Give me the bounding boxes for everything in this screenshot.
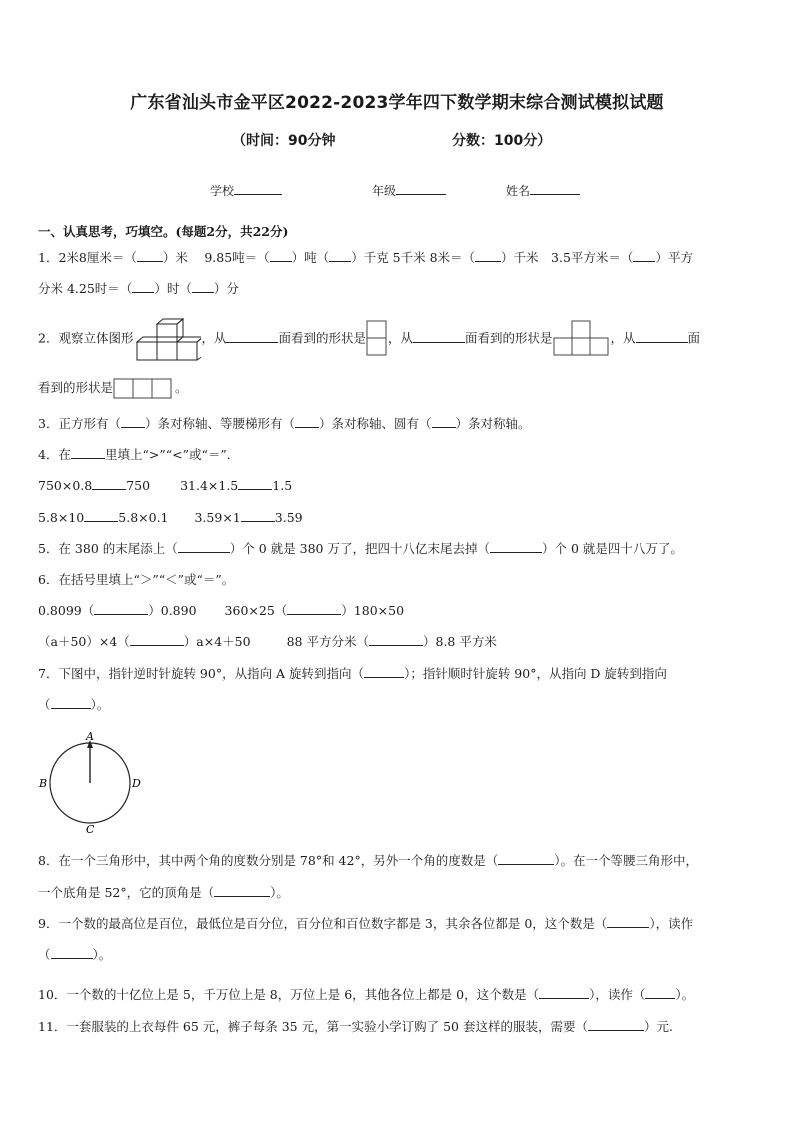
question-5 [38, 540, 683, 558]
question-1-cont [38, 280, 239, 298]
q4-blank-2[interactable] [238, 477, 272, 490]
q9-blank-1[interactable] [607, 915, 649, 928]
question-4-row-1 [38, 477, 292, 495]
q6-expr: ）8.8 平方米 [422, 634, 497, 649]
question-2-cont [38, 376, 188, 400]
clock-dial-figure [36, 728, 148, 836]
q6-blank-4[interactable] [369, 633, 423, 646]
q1-blank-6[interactable] [132, 280, 154, 293]
q2-blank-3[interactable] [636, 330, 688, 343]
question-1 [38, 249, 693, 267]
q4-text: 里填上“>”“<”或“＝”. [104, 447, 231, 462]
q8-text: ）。 [270, 885, 289, 900]
q3-text: ）条对称轴、等腰梯形有（ [144, 416, 295, 431]
q1-text: ）分 [213, 281, 239, 296]
question-6-row-1 [38, 602, 404, 620]
q9-text: （ [38, 947, 51, 962]
q3-blank-3[interactable] [432, 415, 456, 428]
q2-text: 面看到的形状是 [278, 330, 366, 346]
q10-text: ）。 [675, 987, 695, 1002]
q4-blank-example [71, 446, 105, 459]
q1-text: ）千克 5千米 8米＝（ [351, 250, 476, 265]
solid-figure-icon [133, 316, 201, 362]
q3-blank-2[interactable] [295, 415, 319, 428]
question-4-row-2 [38, 509, 303, 527]
school-blank[interactable] [234, 182, 282, 195]
q2-blank-1[interactable] [226, 330, 278, 343]
q6-expr: 0.8099（ [38, 603, 95, 618]
q4-expr: 3.59 [274, 510, 303, 525]
label-c: C [86, 823, 95, 836]
q2-text: ，从 [610, 330, 636, 346]
q5-text: 5．在 380 的末尾添上（ [38, 541, 178, 556]
q2-text: 。 [175, 380, 188, 395]
label-b: B [39, 777, 48, 790]
q9-text: 9．一个数的最高位是百位，最低位是百分位，百分位和百位数字都是 3，其余各位都是 0，这个数是（ [38, 916, 608, 931]
q6-expr: ）a×4＋50 [183, 634, 251, 649]
q4-expr: 5.8×0.1 [118, 510, 169, 525]
side-view-shape-icon [113, 378, 175, 400]
q4-expr: 3.59×1 [194, 510, 241, 525]
q7-blank-2[interactable] [51, 696, 91, 709]
q8-text: ）。在一个等腰三角形中， [554, 853, 698, 868]
q3-blank-1[interactable] [121, 415, 145, 428]
q8-text: 8．在一个三角形中，其中两个角的度数分别是 78°和 42°，另外一个角的度数是（ [38, 853, 499, 868]
q2-blank-2[interactable] [413, 330, 465, 343]
q10-text: ），读作（ [589, 987, 646, 1002]
q4-expr: 1.5 [272, 478, 293, 493]
q2-text: ，从 [388, 330, 414, 346]
page-title: 广东省汕头市金平区2022-2023学年四下数学期末综合测试模拟试题 [130, 93, 664, 113]
grade-label: 年级 [372, 184, 397, 198]
question-8-cont [38, 884, 289, 902]
q6-blank-2[interactable] [287, 602, 341, 615]
q5-text: ）个 0 就是四十八万了。 [541, 541, 683, 556]
question-6 [38, 571, 234, 589]
q11-text: 11．一套服装的上衣每件 65 元，裤子每条 35 元，第一实验小学订购了 50 套这样的服装，需要（ [38, 1019, 588, 1034]
q8-blank-2[interactable] [214, 884, 270, 897]
q6-blank-3[interactable] [130, 633, 184, 646]
q1-blank-1[interactable] [137, 249, 163, 262]
question-6-row-2 [38, 633, 497, 651]
q5-blank-1[interactable] [178, 540, 230, 553]
q1-blank-2[interactable] [270, 249, 292, 262]
section-heading: 一、认真思考，巧填空。(每题2分，共22分) [38, 224, 289, 239]
q1-blank-7[interactable] [192, 280, 214, 293]
q6-expr: ）0.890 [148, 603, 197, 618]
question-8 [38, 852, 698, 870]
q1-text: 分米 4.25时＝（ [38, 281, 133, 296]
q2-text: 面 [687, 330, 701, 346]
q1-text: ）平方 [655, 250, 693, 265]
name-blank[interactable] [530, 182, 580, 195]
school-label: 学校 [210, 184, 235, 198]
q6-expr: 360×25（ [224, 603, 288, 618]
question-11 [38, 1018, 673, 1036]
question-7 [38, 665, 667, 683]
q3-text: ）条对称轴。 [455, 416, 531, 431]
q1-text: ）米 9.85吨＝（ [162, 250, 270, 265]
q1-blank-5[interactable] [633, 249, 655, 262]
q2-text: 2．观察立体图形 [38, 330, 134, 346]
question-9 [38, 915, 693, 933]
q1-text: ）时（ [154, 281, 192, 296]
q2-text: 看到的形状是 [38, 380, 114, 395]
front-view-shape-icon [366, 320, 388, 358]
q9-text: ）。 [92, 947, 112, 962]
q4-blank-4[interactable] [241, 509, 275, 522]
q7-blank-1[interactable] [364, 665, 404, 678]
question-2 [38, 316, 700, 360]
q7-text: ）；指针顺时针旋转 90°，从指向 D 旋转到指向 [404, 666, 667, 681]
q9-text: ），读作 [649, 916, 694, 931]
q1-blank-4[interactable] [475, 249, 501, 262]
label-a: A [86, 730, 94, 743]
exam-time: （时间：90分钟 [232, 133, 336, 149]
q4-expr: 750 [126, 478, 151, 493]
question-10 [38, 986, 694, 1004]
q4-expr: 5.8×10 [38, 510, 85, 525]
q10-blank-2[interactable] [645, 986, 675, 999]
q7-text: （ [38, 697, 51, 712]
q2-text: ，从 [201, 330, 227, 346]
q4-expr: 750×0.8 [38, 478, 93, 493]
name-field [506, 182, 580, 199]
q8-blank-1[interactable] [498, 852, 554, 865]
q3-text: 3．正方形有（ [38, 416, 121, 431]
q1-text: 1．2米8厘米＝（ [38, 250, 137, 265]
grade-blank[interactable] [396, 182, 446, 195]
q6-blank-1[interactable] [94, 602, 148, 615]
q4-blank-1[interactable] [92, 477, 126, 490]
question-7-cont [38, 696, 109, 714]
q10-text: 10．一个数的十亿位上是 5，千万位上是 8，万位上是 6，其他各位上都是 0，这个数是（ [38, 987, 540, 1002]
question-9-cont [38, 946, 111, 964]
q7-text: ）。 [90, 697, 110, 712]
q5-text: ）个 0 就是 380 万了，把四十八亿末尾去掉（ [229, 541, 490, 556]
q6-expr: （a＋50）×4（ [38, 634, 130, 649]
q3-text: ）条对称轴、圆有（ [318, 416, 432, 431]
q6-expr: 88 平方分米（ [286, 634, 369, 649]
q1-text: ）吨（ [291, 250, 330, 265]
q8-text: 一个底角是 52°，它的顶角是（ [38, 885, 215, 900]
q4-text: 4．在 [38, 447, 71, 462]
q9-blank-2[interactable] [51, 946, 93, 959]
question-4 [38, 446, 231, 464]
q11-blank-1[interactable] [588, 1018, 644, 1031]
q6-expr: ）180×50 [341, 603, 405, 618]
name-label: 姓名 [506, 184, 531, 198]
grade-field [372, 182, 446, 199]
label-d: D [132, 777, 141, 790]
q1-blank-3[interactable] [329, 249, 351, 262]
q5-blank-2[interactable] [490, 540, 542, 553]
top-view-shape-icon [553, 320, 611, 358]
q11-text: ）元. [643, 1019, 673, 1034]
school-field [210, 182, 282, 199]
q10-blank-1[interactable] [539, 986, 589, 999]
q6-text: 6．在括号里填上“＞”“＜”或“＝”。 [38, 572, 235, 587]
q2-text: 面看到的形状是 [465, 330, 553, 346]
exam-score: 分数：100分） [452, 133, 552, 149]
question-3 [38, 415, 531, 433]
q4-blank-3[interactable] [84, 509, 118, 522]
q1-text: ）千米 3.5平方米＝（ [501, 250, 634, 265]
q4-expr: 31.4×1.5 [180, 478, 239, 493]
q7-text: 7．下图中，指针逆时针旋转 90°，从指向 A 旋转到指向（ [38, 666, 365, 681]
